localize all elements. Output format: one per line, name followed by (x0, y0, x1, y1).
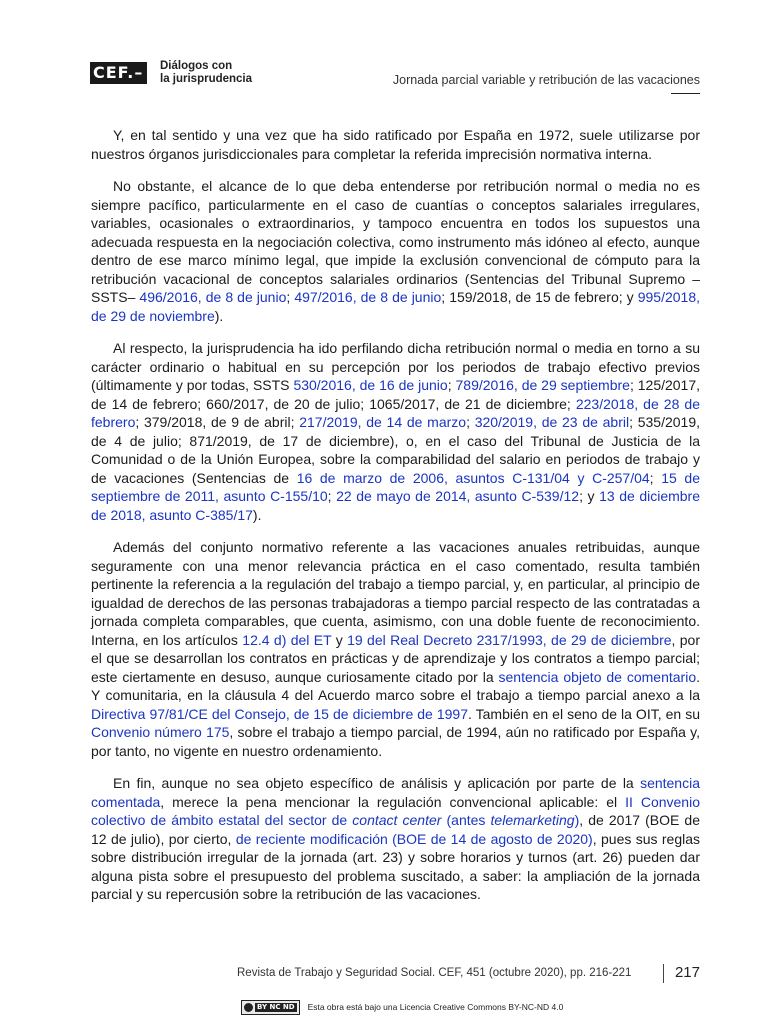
citation-link[interactable]: 496/2016, de 8 de junio (139, 289, 287, 305)
series-name (160, 60, 252, 86)
cc-license-tag: BY NC ND (257, 1002, 295, 1011)
paragraph-text: En fin, aunque no sea objeto específico de análisis y aplicación por parte de la (113, 775, 641, 791)
paragraph-text: ; (447, 377, 456, 393)
journal-citation: Revista de Trabajo y Seguridad Social. CEF, 451 (octubre 2020), pp. 216-221 (237, 967, 632, 979)
paragraph-text: ; 125/2017, de 14 de febrero; 660/2017, de 20 de julio; 1065/2017, de 21 de diciembre; (91, 377, 701, 412)
footer-divider (663, 964, 664, 983)
license-notice (241, 1000, 563, 1014)
paragraph-text: ; 379/2018, de 9 de abril; (135, 414, 300, 430)
cef-logo: CEF.– (90, 62, 147, 84)
paragraph-text: ; y (579, 488, 600, 504)
creative-commons-icon[interactable] (241, 1000, 300, 1015)
paragraph-text: . También en el seno de la OIT, en su (468, 705, 700, 722)
article-body (91, 126, 700, 918)
citation-link[interactable]: 789/2016, de 29 septiembre (455, 377, 630, 393)
citation-link[interactable]: II Convenio colectivo de ámbito estatal del sector de (91, 793, 700, 828)
page-number: 217 (674, 964, 700, 981)
paragraph-4 (91, 538, 700, 760)
citation-link[interactable]: 995/2018, de 29 de noviembre (91, 289, 701, 324)
paragraph-text: ; (466, 414, 475, 430)
series-line-2: la jurisprudencia (160, 73, 253, 85)
header-rule (671, 93, 700, 94)
citation-link[interactable]: 19 del Real Decreto 2317/1993, de 29 de diciembre (347, 631, 672, 648)
citation-link[interactable]: 217/2019, de 14 de marzo (299, 414, 467, 430)
page-header (90, 58, 700, 98)
citation-link-italic[interactable]: contact center (352, 812, 442, 828)
citation-link[interactable]: 497/2016, de 8 de junio (294, 289, 442, 305)
paragraph-text: . Y comunitaria, en la cláusula 4 del Acuerdo marco sobre el trabajo a tiempo parcial anexo a la (91, 668, 700, 703)
citation-link[interactable]: 223/2018, de 28 de febrero (91, 395, 700, 430)
paragraph-text: ). (252, 506, 262, 523)
paragraph-text: y (331, 631, 348, 648)
citation-link[interactable]: 13 de diciembre de 2018, asunto C-385/17 (91, 488, 701, 523)
running-title: Jornada parcial variable y retribución de las vacaciones (392, 73, 700, 87)
series-line-1: Diálogos con (160, 60, 233, 72)
citation-link[interactable]: 22 de mayo de 2014, asunto C-539/12 (336, 488, 580, 504)
paragraph-text: ). (214, 307, 224, 324)
paragraph-2 (91, 177, 700, 325)
citation-link[interactable]: 15 de septiembre de 2011, asunto C-155/10 (91, 469, 700, 504)
page-footer (237, 966, 700, 984)
paragraph-text: Además del conjunto normativo referente a las vacaciones anuales retribuidas, aunque seguramente con una menor relevancia práctica en el caso comentado, resulta también pertinente la referencia a la regulación del trabajo a tiempo parcial, y, en particular, al principio de igualdad de derechos de las personas trabajadoras a tiempo parcial respecto de las contratadas a jornada completa comparables, que cuenta, asimismo, con una doble fuente de reconocimiento. Interna, en los artículos (91, 539, 700, 648)
citation-link[interactable]: Convenio número 175 (91, 724, 230, 740)
cc-logo-icon (244, 1003, 253, 1012)
paragraph-text: ; (286, 289, 295, 305)
paragraph-5 (91, 774, 700, 904)
citation-link[interactable]: de reciente modificación (BOE de 14 de agosto de 2020) (235, 830, 593, 847)
paragraph-text: , pues sus reglas sobre distribución irregular de la jornada (art. 23) y sobre horarios y turnos (art. 26) pueden dar alguna pista sobre el presupuesto del problema suscitado, a saber: la ampliación de la jornada parcial y su repercusión sobre la retribución de las vacaciones. (91, 830, 701, 902)
paragraph-text: ; (327, 488, 337, 504)
paragraph-text: Al respecto, la jurisprudencia ha ido perfilando dicha retribución normal o media en torno a su carácter ordinario o habitual en su percepción por los periodos de trabajo efectivo previos (últimamente y por todas, SSTS (91, 340, 700, 393)
citation-link-italic[interactable]: telemarketing (490, 812, 575, 828)
paragraph-text: , sobre el trabajo a tiempo parcial, de 1994, aún no ratificado por España y, por tanto, no vigente en nuestro ordenamiento. (91, 724, 700, 759)
paragraph-text: ; 159/2018, de 15 de febrero; y (441, 289, 638, 305)
citation-link[interactable]: 12.4 d) del ET (242, 631, 332, 648)
paragraph-3 (91, 339, 700, 524)
citation-link[interactable]: sentencia comentada (91, 775, 700, 810)
citation-link[interactable]: sentencia objeto de comentario (498, 668, 697, 685)
paragraph-text: No obstante, el alcance de lo que deba entenderse por retribución normal o media no es siempre pacífico, particularmente en el caso de cuantías o conceptos salariales irregulares, variables, ocasionales o extraordinarios, y tampoco encuentra en todos los supuestos una adecuada respuesta en la negociación colectiva, como instrumento más idóneo al efecto, aunque dentro de ese marco mínimo legal, que impide la exclusión convencional de cómputo para la retribución vacacional de conceptos salariales ordinarios (Sentencias del Tribunal Supremo –SSTS– (91, 178, 700, 305)
paragraph-1 (91, 126, 700, 163)
paragraph-text: ; 535/2019, de 4 de julio; 871/2019, de 17 de diciembre), o, en el caso del Tribunal de Justicia de la Comunidad o de la Unión Europea, sobre la comparabilidad del salario en periodos de trabajo y de vacaciones (Sentencias de (91, 414, 700, 486)
citation-link[interactable]: 16 de marzo de 2006, asuntos C-131/04 y C-257/04 (296, 469, 650, 486)
paragraph-text: , de 2017 (BOE de 12 de julio), por cierto, (91, 812, 701, 847)
citation-link[interactable]: 320/2019, de 23 de abril (474, 414, 630, 430)
license-text: Esta obra está bajo una Licencia Creative Commons BY-NC-ND 4.0 (307, 1002, 564, 1012)
paragraph-text: , por el que se desarrollan los contratos en prácticas y de aprendizaje y los contratos a tiempo parcial; este ciertamente en desuso, aunque curiosamente citado por la (91, 631, 700, 685)
paragraph-text: ; (649, 469, 662, 486)
paragraph-text: Y, en tal sentido y una vez que ha sido ratificado por España en 1972, suele utilizarse por nuestros órganos jurisdiccionales para completar la referida imprecisión normativa interna. (91, 127, 700, 162)
paragraph-text: , merece la pena mencionar la regulación convencional aplicable: el (160, 793, 626, 810)
citation-link[interactable]: 530/2016, de 16 de junio (293, 377, 448, 393)
citation-link[interactable]: Directiva 97/81/CE del Consejo, de 15 de diciembre de 1997 (91, 705, 468, 722)
citation-link[interactable]: ) (574, 812, 580, 828)
citation-link[interactable]: (antes (441, 812, 491, 828)
